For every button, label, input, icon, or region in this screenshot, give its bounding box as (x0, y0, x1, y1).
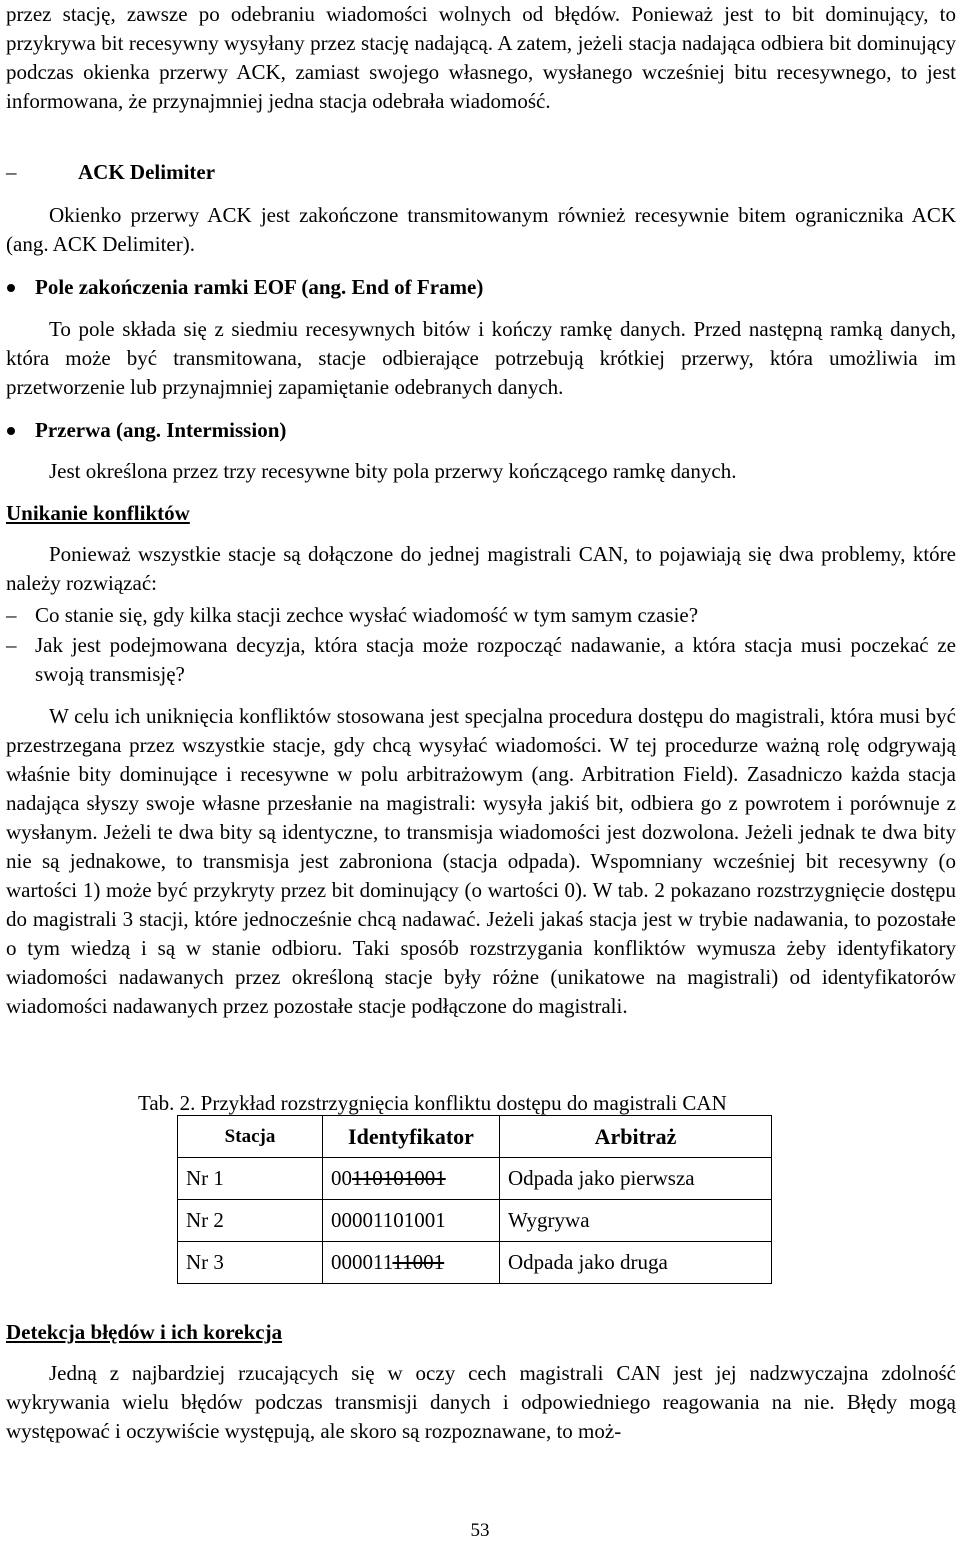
bullet-heading-eof (6, 273, 483, 302)
arbitration-table (177, 1115, 772, 1284)
dash-icon: – (6, 160, 17, 184)
table-caption: Tab. 2. Przykład rozstrzygnięcia konfliktu dostępu do magistrali CAN (138, 1091, 727, 1115)
identifier-struck-bits: 11001 (392, 1250, 445, 1274)
bullet-icon (7, 427, 15, 435)
identifier-kept-bits: 000011 (331, 1250, 393, 1274)
paragraph-error-detection: Jedną z najbardziej rzucających się w oczy cech magistrali CAN jest jej nadzwyczajna zdolność wykrywania wielu błędów podczas transmisji danych i odpowiedniego reagowania na nie. Błędy mogą występować i oczywiście występują, ale skoro są rozpoznawane, to moż- (6, 1361, 956, 1443)
paragraph-conflicts-intro: Ponieważ wszystkie stacje są dołączone do jednej magistrali CAN, to pojawiają się dwa problemy, które należy rozwiązać: (6, 542, 956, 595)
paragraph-ack-delimiter: Okienko przerwy ACK jest zakończone transmitowanym również recesywnie bitem ogranicznika ACK (ang. ACK Delimiter). (6, 203, 956, 256)
table-header-identifier: Identyfikator (323, 1116, 500, 1158)
arbitration-cell: Wygrywa (500, 1200, 772, 1242)
paragraph-eof: To pole składa się z siedmiu recesywnych bitów i kończy ramkę danych. Przed następną ramką danych, która może być transmitowana, stacje odbierające potrzebują krótkiej przerwy, która umożliwia im przetworzenie lub przynajmniej zapamiętanie odebranych danych. (6, 317, 956, 399)
intermission-heading: Przerwa (ang. Intermission) (35, 418, 287, 442)
identifier-cell (323, 1158, 500, 1200)
bullet-heading-intermission (6, 416, 286, 445)
identifier-kept-bits: 00001101001 (331, 1208, 446, 1232)
table-header-station: Stacja (178, 1116, 323, 1158)
identifier-kept-bits: 00 (331, 1166, 352, 1190)
table-row (178, 1242, 772, 1284)
paragraph-conflicts-body: W celu ich uniknięcia konfliktów stosowana jest specjalna procedura dostępu do magistrali, która musi być przestrzegana przez wszystkie stacje, gdy chcą wysyłać wiadomości. W tej procedurze ważną rolę odgrywają właśnie bity dominujące i recesywne w polu arbitrażowym (ang. Arbitration Field). Zasadniczo każda stacja nadająca słyszy swoje własne przesłanie na magistrali: wysyła jakiś bit, odbiera go z powrotem i porównuje z wysłanym. Jeżeli te dwa bity są identyczne, to transmisja wiadomości jest dozwolona. Jeżeli jednak te dwa bity nie są jednakowe, to transmisja jest zabroniona (stacja odpada). Wspomniany wcześniej bit recesywny (o wartości 1) może być przykryty przez bit dominujący (o wartości 0). W tab. 2 pokazano rozstrzygnięcie dostępu do magistrali 3 stacji, które jednocześnie chcą nadawać. Jeżeli jakaś stacja jest w trybie nadawania, to pozostałe o tym wiedzą i są w stanie odbioru. Taki sposób rozstrzygania konfliktów wymusza żeby identyfikatory wiadomości nadawanych przez określoną stacje były różne (unikatowe na magistrali) od identyfikatorów wiadomości nadawanych przez pozostałe stacje podłączone do magistrali. (6, 704, 956, 1018)
station-cell: Nr 2 (178, 1200, 323, 1242)
identifier-cell (323, 1200, 500, 1242)
station-cell: Nr 3 (178, 1242, 323, 1284)
paragraph-ack-slot-end: przez stację, zawsze po odebraniu wiadomości wolnych od błędów. Ponieważ jest to bit dominujący, to przykrywa bit recesywny wysyłany przez stację nadającą. A zatem, jeżeli stacja nadająca odbiera bit dominujący podczas okienka przerwy ACK, zamiast swojego własnego, wysłanego wcześniej bitu recesywnego, to jest informowana, że przynajmniej jedna stacja odebrała wiadomość. (6, 2, 956, 113)
arbitration-cell: Odpada jako pierwsza (500, 1158, 772, 1200)
list-item-text: Co stanie się, gdy kilka stacji zechce wysłać wiadomość w tym samym czasie? (35, 603, 699, 627)
dash-icon: – (6, 633, 17, 657)
page-number: 53 (470, 1520, 490, 1541)
table-row (178, 1158, 772, 1200)
list-item (6, 601, 956, 630)
station-cell: Nr 1 (178, 1158, 323, 1200)
section-title-error-detection: Detekcja błędów i ich korekcja (6, 1320, 283, 1344)
identifier-struck-bits: 110101001 (352, 1166, 446, 1190)
list-item (6, 631, 956, 689)
dash-icon: – (6, 603, 17, 627)
identifier-cell (323, 1242, 500, 1284)
paragraph-intermission: Jest określona przez trzy recesywne bity pola przerwy kończącego ramkę danych. (49, 459, 737, 483)
arbitration-cell: Odpada jako druga (500, 1242, 772, 1284)
eof-heading: Pole zakończenia ramki EOF (ang. End of Frame) (35, 275, 484, 299)
table-row (178, 1200, 772, 1242)
section-title-conflicts: Unikanie konfliktów (6, 501, 190, 525)
table-header-arbitration: Arbitraż (500, 1116, 772, 1158)
ack-delimiter-heading: ACK Delimiter (78, 160, 216, 184)
dash-heading-ack-delimiter (6, 158, 956, 187)
bullet-icon (7, 284, 15, 292)
list-item-text: Jak jest podejmowana decyzja, która stacja może rozpocząć nadawanie, a która stacja musi poczekać ze swoją transmisję? (35, 633, 956, 686)
table-header-row (178, 1116, 772, 1158)
